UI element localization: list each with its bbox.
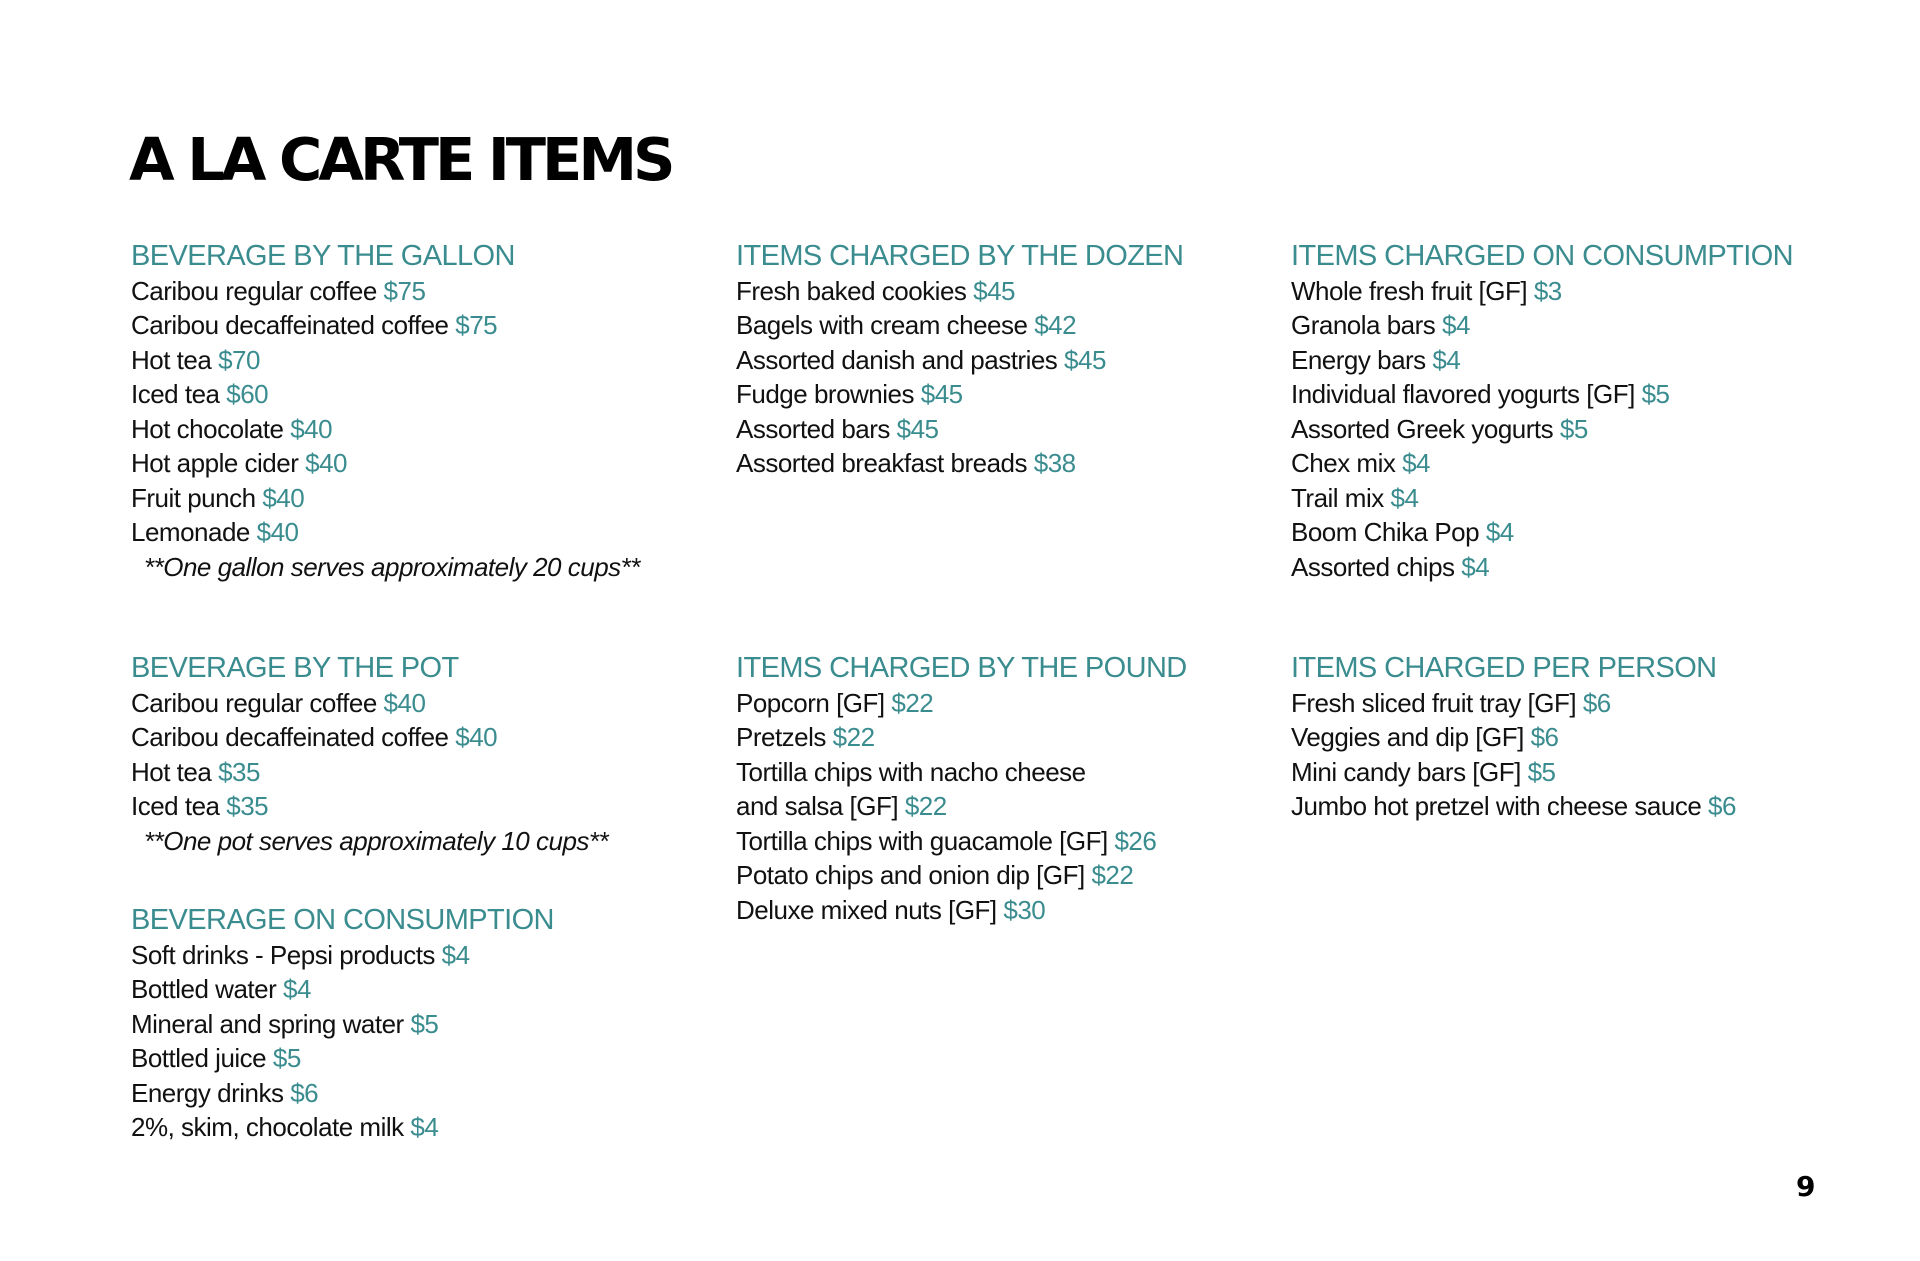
menu-item [131,686,608,721]
menu-item [736,858,1187,893]
item-price: $70 [218,344,260,375]
item-name: Bottled water [131,974,277,1004]
menu-item [1291,274,1793,309]
menu-item [736,824,1187,859]
item-name: Tortilla chips with guacamole [GF] [736,825,1108,856]
item-name: Fudge brownies [736,379,914,409]
item-price: $75 [383,275,426,306]
item-price: $26 [1114,825,1157,856]
section-items-charged-by-the-pound [736,651,1187,927]
item-name: Popcorn [GF] [736,687,885,718]
item-name: Assorted danish and pastries [736,344,1058,375]
page-title: A LA CARTE ITEMS [129,125,672,194]
item-price: $4 [1432,344,1461,375]
item-price: $22 [1091,860,1134,890]
item-name: Iced tea [131,379,220,409]
item-list [736,686,1187,928]
item-name: Energy bars [1291,344,1426,375]
item-price: $40 [256,517,299,547]
item-price: $5 [1559,413,1588,444]
menu-item [1291,343,1793,378]
item-name: Caribou decaffeinated coffee [131,722,449,752]
item-name: Energy drinks [131,1077,284,1108]
section-items-charged-on-consumption [1291,239,1793,584]
item-price: $4 [441,939,470,970]
item-name: Deluxe mixed nuts [GF] [736,894,997,925]
section-heading: ITEMS CHARGED BY THE POUND [736,652,1187,684]
item-name: Mineral and spring water [131,1008,404,1039]
item-price: $4 [1461,551,1490,582]
item-name: Fresh baked cookies [736,275,967,306]
menu-item [1291,515,1793,550]
item-price: $22 [832,722,875,752]
item-name: Hot apple cider [131,448,299,478]
menu-item [1291,377,1793,412]
menu-item [1291,720,1736,755]
item-name: Pretzels [736,722,826,752]
item-price: $42 [1034,310,1077,340]
menu-item [131,720,608,755]
item-name: Chex mix [1291,448,1396,478]
item-list [131,274,640,550]
item-name: Bottled juice [131,1043,267,1073]
menu-item [736,755,1187,790]
item-name: Caribou regular coffee [131,275,377,306]
menu-item [1291,412,1793,447]
menu-item [131,343,640,378]
menu-item [736,343,1183,378]
item-price: $30 [1003,894,1046,925]
item-name: Potato chips and onion dip [GF] [736,860,1085,890]
item-name: Assorted chips [1291,551,1455,582]
menu-item [131,274,640,309]
section-heading: BEVERAGE BY THE GALLON [131,240,515,272]
menu-item [131,412,640,447]
item-name: Assorted Greek yogurts [1291,413,1554,444]
item-list [131,686,608,824]
menu-item [131,1007,554,1042]
item-name: Caribou decaffeinated coffee [131,310,449,340]
menu-item [131,755,608,790]
menu-item [131,1076,554,1111]
item-price: $5 [1641,379,1670,409]
item-name: Caribou regular coffee [131,687,377,718]
menu-item [131,446,640,481]
item-name: Hot tea [131,756,212,787]
item-price: $22 [891,687,934,718]
menu-item [736,720,1187,755]
section-beverage-by-the-pot [131,651,608,858]
section-heading: ITEMS CHARGED ON CONSUMPTION [1291,240,1794,272]
item-price: $35 [226,791,269,821]
item-name: Fruit punch [131,482,256,513]
menu-item [131,1110,554,1145]
item-list [736,274,1183,481]
menu-item [1291,686,1736,721]
item-price: $5 [410,1008,439,1039]
section-heading: BEVERAGE BY THE POT [131,652,459,684]
item-list [131,938,554,1145]
item-price: $40 [383,687,426,718]
item-name: and salsa [GF] [736,791,899,821]
menu-item [1291,308,1793,343]
menu-item [736,377,1183,412]
item-name: Granola bars [1291,310,1436,340]
item-price: $40 [290,413,333,444]
item-list [1291,274,1793,585]
item-name: Hot tea [131,344,212,375]
item-name: Jumbo hot pretzel with cheese sauce [1291,791,1702,821]
item-name: Boom Chika Pop [1291,517,1480,547]
item-name: 2%, skim, chocolate milk [131,1112,404,1142]
item-name: Bagels with cream cheese [736,310,1028,340]
item-price: $35 [218,756,260,787]
item-name: Assorted breakfast breads [736,448,1027,478]
item-name: Hot chocolate [131,413,284,444]
item-price: $45 [973,275,1016,306]
item-price: $75 [455,310,498,340]
item-price: $45 [896,413,939,444]
item-name: Veggies and dip [GF] [1291,722,1524,752]
menu-item [131,377,640,412]
item-price: $6 [290,1077,319,1108]
item-name: Assorted bars [736,413,890,444]
item-price: $60 [226,379,269,409]
item-price: $38 [1033,448,1076,478]
item-price: $40 [305,448,348,478]
menu-item [131,972,554,1007]
item-price: $4 [1390,482,1419,513]
menu-item [131,938,554,973]
item-price: $40 [262,482,305,513]
page-number: 9 [1796,1170,1816,1203]
item-price: $6 [1530,722,1559,752]
item-name: Whole fresh fruit [GF] [1291,275,1528,306]
item-name: Tortilla chips with nacho cheese [736,756,1086,787]
section-beverage-by-the-gallon [131,239,640,584]
section-heading: ITEMS CHARGED BY THE DOZEN [736,240,1184,272]
menu-item [736,893,1187,928]
menu-item [1291,446,1793,481]
menu-item [1291,789,1736,824]
item-price: $4 [1402,448,1431,478]
menu-item [736,686,1187,721]
item-name: Trail mix [1291,482,1384,513]
item-price: $45 [1064,344,1106,375]
item-name: Mini candy bars [GF] [1291,756,1521,787]
serving-note: **One pot serves approximately 10 cups** [144,825,609,856]
item-price: $22 [904,791,947,821]
serving-note: **One gallon serves approximately 20 cups** [144,551,640,582]
menu-item [736,308,1183,343]
item-price: $4 [1442,310,1470,340]
item-name: Lemonade [131,517,250,547]
item-list [1291,686,1736,824]
menu-item [736,789,1187,824]
item-price: $5 [1527,756,1556,787]
menu-item [131,515,640,550]
section-beverage-on-consumption [131,903,554,1145]
item-price: $4 [410,1112,439,1142]
item-price: $45 [920,379,963,409]
menu-item [736,412,1183,447]
item-name: Fresh sliced fruit tray [GF] [1291,687,1577,718]
menu-item [131,789,608,824]
item-price: $40 [455,722,498,752]
section-items-charged-per-person [1291,651,1736,824]
item-price: $6 [1708,791,1736,821]
item-name: Soft drinks - Pepsi products [131,939,435,970]
item-price: $5 [272,1043,301,1073]
item-name: Individual flavored yogurts [GF] [1291,379,1635,409]
item-price: $3 [1533,275,1562,306]
section-heading: ITEMS CHARGED PER PERSON [1291,652,1717,684]
menu-item [736,446,1183,481]
menu-item [131,308,640,343]
item-price: $4 [282,974,311,1004]
item-name: Iced tea [131,791,220,821]
section-items-charged-by-the-dozen [736,239,1183,481]
section-heading: BEVERAGE ON CONSUMPTION [131,904,554,936]
item-price: $6 [1582,687,1611,718]
menu-item [1291,481,1793,516]
menu-item [1291,755,1736,790]
item-price: $4 [1485,517,1514,547]
menu-item [1291,550,1793,585]
menu-item [131,481,640,516]
menu-item [736,274,1183,309]
menu-item [131,1041,554,1076]
